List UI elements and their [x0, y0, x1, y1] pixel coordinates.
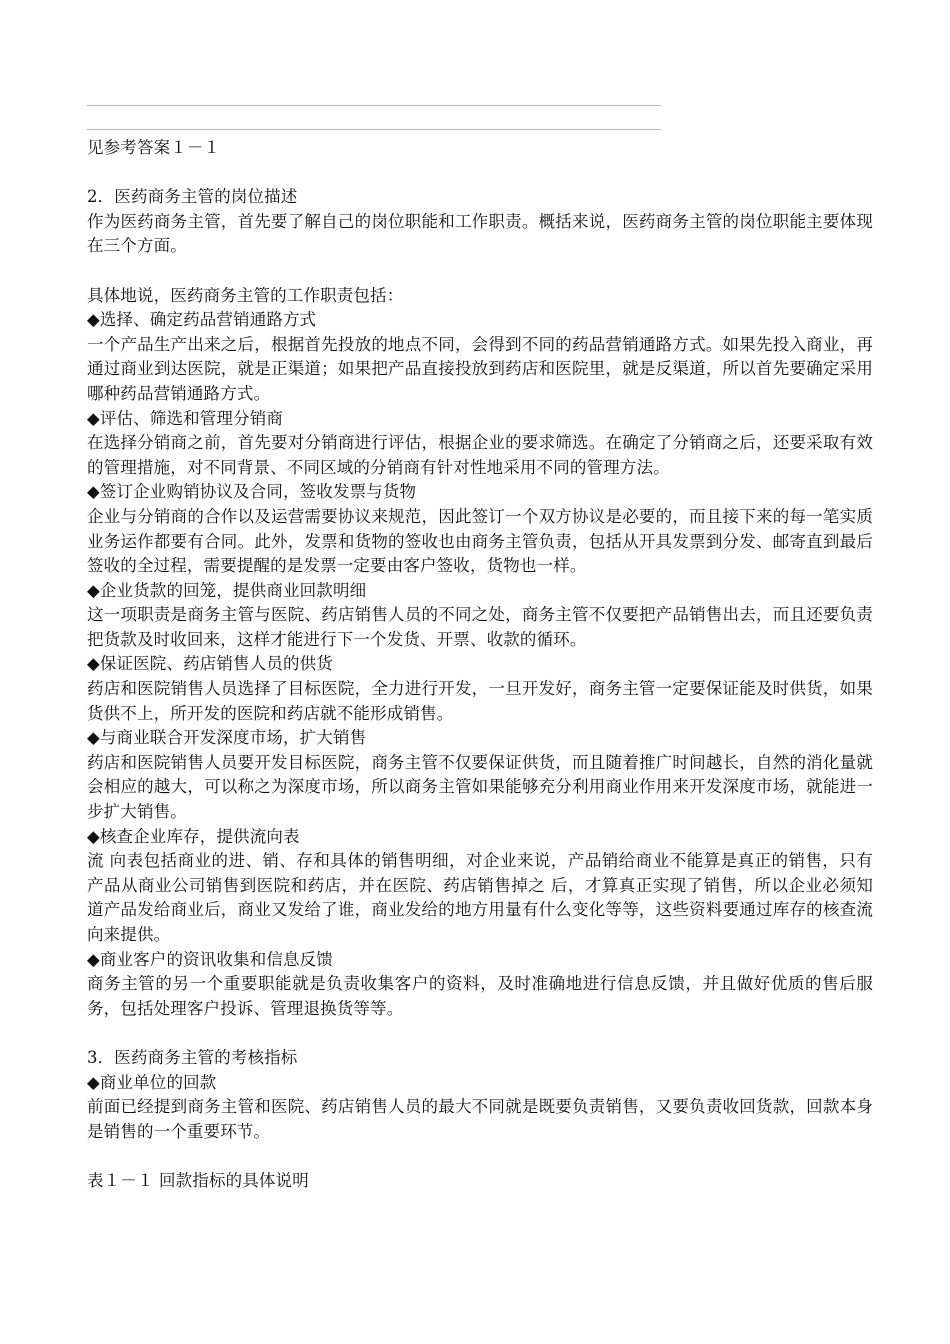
table-caption: 表１－１ 回款指标的具体说明: [87, 1170, 309, 1190]
paragraph: 具体地说，医药商务主管的工作职责包括：: [87, 285, 404, 305]
paragraph: 商务主管的另一个重要职能就是负责收集客户的资料，及时准确地进行信息反馈，并且做好优质的售后服务，包括处理客户投诉、管理退换货等等。: [87, 974, 873, 1018]
bullet-title: ◆签订企业购销协议及合同，签收发票与货物: [87, 482, 417, 502]
bullet-title: ◆与商业联合开发深度市场，扩大销售: [87, 728, 367, 748]
bullet-title: ◆商业客户的资讯收集和信息反馈: [87, 949, 333, 969]
reference-note: 见参考答案１－１: [87, 138, 221, 157]
paragraph: 前面已经提到商务主管和医院、药店销售人员的最大不同就是既要负责销售，又要负责收回货款，回款本身是销售的一个重要环节。: [87, 1097, 873, 1141]
paragraph: 药店和医院销售人员选择了目标医院，全力进行开发，一旦开发好，商务主管一定要保证能及时供货，如果货供不上，所开发的医院和药店就不能形成销售。: [87, 679, 873, 723]
bullet-title: ◆商业单位的回款: [87, 1072, 217, 1092]
paragraph: 在选择分销商之前，首先要对分销商进行评估，根据企业的要求筛选。在确定了分销商之后，还要采取有效的管理措施，对不同背景、不同区域的分销商有针对性地采用不同的管理方法。: [87, 433, 873, 477]
paragraph: 企业与分销商的合作以及运营需要协议来规范，因此签订一个双方协议是必要的，而且接下来的每一笔实质业务运作都要有合同。此外，发票和货物的签收也由商务主管负责，包括从开具发票到分发、邮寄直到最后签收的全过程，需要提醒的是发票一定要由客户签收，货物也一样。: [87, 506, 873, 576]
paragraph: 流 向表包括商业的进、销、存和具体的销售明细，对企业来说，产品销给商业不能算是真正的销售，只有产品从商业公司销售到医院和药店，并在医院、药店销售掉之 后，才算真正实现了销售，所以企业必须知道产品发给商业后，商业又发给了谁，商业发给的地方用量有什么变化等等，这些资料要通过库存的核查流向来提供。: [87, 851, 873, 944]
paragraph: 这一项职责是商务主管与医院、药店销售人员的不同之处，商务主管不仅要把产品销售出去，而且还要负责把货款及时收回来，这样才能进行下一个发货、开票、收款的循环。: [87, 605, 873, 649]
document-page: [87, 96, 873, 1194]
paragraph: 一个产品生产出来之后，根据首先投放的地点不同，会得到不同的药品营销通路方式。如果先投入商业，再通过商业到达医院，就是正渠道；如果把产品直接投放到药店和医院里，就是反渠道，所以首先要确定采用哪种药品营销通路方式。: [87, 334, 873, 403]
horizontal-rule-top: [87, 105, 661, 106]
paragraph: 作为医药商务主管，首先要了解自己的岗位职能和工作职责。概括来说，医药商务主管的岗位职能主要体现在三个方面。: [87, 211, 873, 256]
bullet-title: ◆评估、筛选和管理分销商: [87, 408, 283, 428]
bullet-title: ◆核查企业库存，提供流向表: [87, 826, 300, 846]
paragraph: 药店和医院销售人员要开发目标医院，商务主管不仅要保证供货，而且随着推广时间越长，自然的消化量就会相应的越大，可以称之为深度市场，所以商务主管如果能够充分利用商业作用来开发深度市场，就能进一步扩大销售。: [87, 752, 873, 822]
document-body: [87, 136, 873, 1194]
horizontal-rule-bottom: [87, 129, 661, 130]
section-heading: 2．医药商务主管的岗位描述: [87, 187, 298, 207]
bullet-title: ◆保证医院、药店销售人员的供货: [87, 654, 333, 674]
bullet-title: ◆企业货款的回笼，提供商业回款明细: [87, 580, 367, 600]
bullet-title: ◆选择、确定药品营销通路方式: [87, 310, 317, 330]
section-heading: 3．医药商务主管的考核指标: [87, 1047, 298, 1067]
